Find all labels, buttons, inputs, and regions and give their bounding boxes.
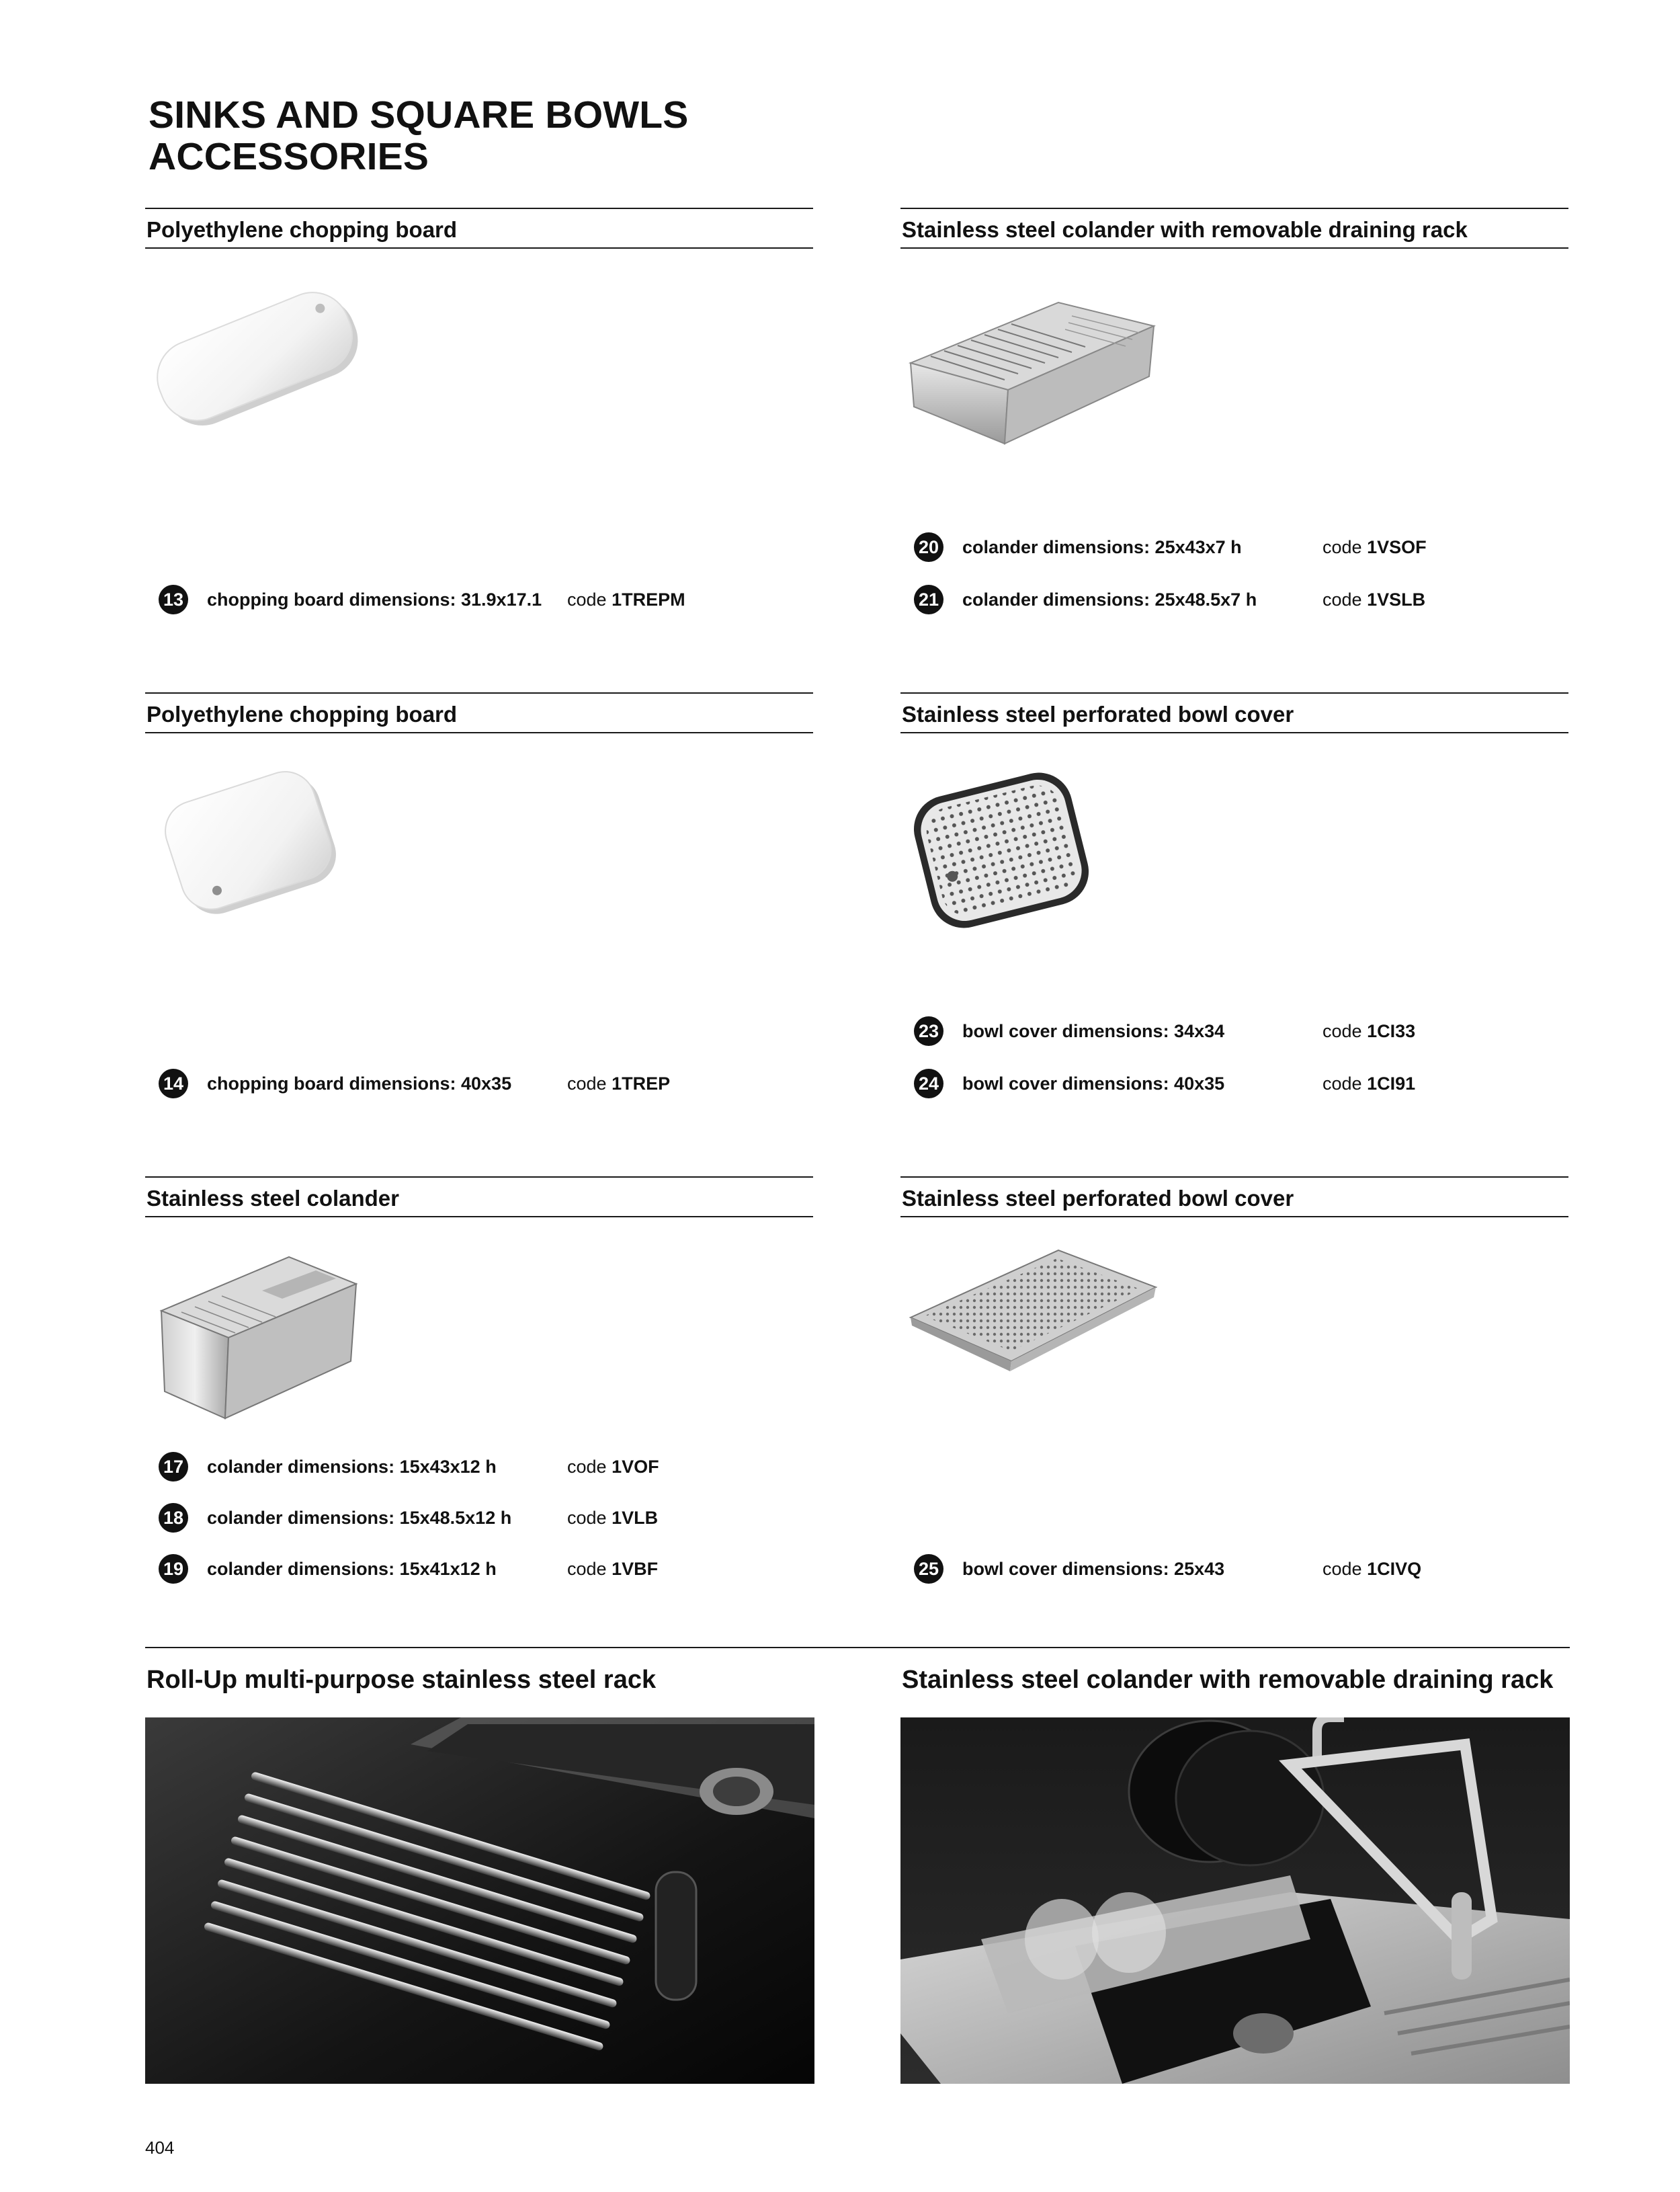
code-label: code <box>1322 1073 1368 1094</box>
code-value: 1VBF <box>612 1559 659 1579</box>
item-code <box>567 1554 658 1584</box>
chopping-board-image <box>145 282 367 437</box>
code-label: code <box>1322 590 1368 610</box>
item-dimensions: colander dimensions: 25x48.5x7 h <box>962 590 1257 610</box>
code-value: 1TREP <box>612 1073 671 1094</box>
section-title: Stainless steel perforated bowl cover <box>900 1176 1568 1217</box>
item-code <box>1322 585 1425 614</box>
code-label: code <box>567 1508 612 1528</box>
page-title-line-1: SINKS AND SQUARE BOWLS <box>149 93 689 136</box>
item-number-badge: 13 <box>159 585 188 614</box>
section-colander-draining-rack <box>900 208 1568 249</box>
divider <box>145 1647 1570 1648</box>
spec-row <box>914 585 1519 614</box>
item-number-badge: 24 <box>914 1069 943 1098</box>
feature-title-roll-up-rack: Roll-Up multi-purpose stainless steel rack <box>146 1666 657 1694</box>
item-dimensions: colander dimensions: 15x41x12 h <box>207 1559 497 1579</box>
page-title-line-2: ACCESSORIES <box>149 135 429 178</box>
spec-row <box>914 1554 1519 1584</box>
code-value: 1VSOF <box>1367 537 1427 557</box>
item-dimensions: bowl cover dimensions: 25x43 <box>962 1559 1225 1579</box>
code-value: 1VOF <box>612 1457 659 1477</box>
item-dimensions: chopping board dimensions: 40x35 <box>207 1073 512 1094</box>
item-code <box>1322 532 1427 562</box>
item-dimensions: colander dimensions: 25x43x7 h <box>962 537 1242 557</box>
item-code <box>567 1069 670 1098</box>
colander-in-sink-photo <box>900 1717 1570 2084</box>
spec-row <box>159 1452 763 1481</box>
steel-colander-image <box>155 1237 363 1432</box>
code-value: 1TREPM <box>612 590 685 610</box>
perforated-tray-image <box>904 1237 1159 1385</box>
item-number-badge: 20 <box>914 532 943 562</box>
item-dimensions: colander dimensions: 15x43x12 h <box>207 1457 497 1477</box>
item-dimensions: chopping board dimensions: 31.9x17.1 <box>207 590 542 610</box>
item-number-badge: 25 <box>914 1554 943 1584</box>
item-code <box>567 1452 659 1481</box>
section-perforated-bowl-cover-rect <box>900 1176 1568 1217</box>
code-label: code <box>567 1559 612 1579</box>
spec-row <box>159 1069 763 1098</box>
item-code <box>567 1503 658 1533</box>
item-dimensions: colander dimensions: 15x48.5x12 h <box>207 1508 512 1528</box>
page-number: 404 <box>145 2138 175 2158</box>
item-number-badge: 21 <box>914 585 943 614</box>
code-value: 1CI33 <box>1367 1021 1416 1041</box>
perforated-cover-image <box>900 763 1102 938</box>
section-title: Polyethylene chopping board <box>145 208 813 249</box>
item-number-badge: 19 <box>159 1554 188 1584</box>
item-code <box>567 585 685 614</box>
item-number-badge: 17 <box>159 1452 188 1481</box>
code-value: 1VSLB <box>1367 590 1426 610</box>
spec-row <box>159 1503 763 1533</box>
item-code <box>1322 1069 1415 1098</box>
code-label: code <box>1322 1021 1368 1041</box>
section-chopping-board-square <box>145 692 813 733</box>
code-label: code <box>567 590 612 610</box>
section-title: Polyethylene chopping board <box>145 692 813 733</box>
square-chopping-board-image <box>145 766 360 921</box>
colander-rack-image <box>904 289 1159 450</box>
item-dimensions: bowl cover dimensions: 40x35 <box>962 1073 1225 1094</box>
code-value: 1CI91 <box>1367 1073 1416 1094</box>
section-steel-colander <box>145 1176 813 1217</box>
code-value: 1VLB <box>612 1508 659 1528</box>
item-code <box>1322 1016 1415 1046</box>
section-chopping-board-rect <box>145 208 813 249</box>
item-number-badge: 23 <box>914 1016 943 1046</box>
section-title: Stainless steel colander with removable draining rack <box>900 208 1568 249</box>
item-dimensions: bowl cover dimensions: 34x34 <box>962 1021 1225 1041</box>
item-number-badge: 18 <box>159 1503 188 1533</box>
spec-row <box>914 532 1519 562</box>
section-perforated-bowl-cover-square <box>900 692 1568 733</box>
page-title <box>149 94 689 177</box>
spec-row <box>159 1554 763 1584</box>
feature-title-colander-rack: Stainless steel colander with removable draining rack <box>902 1666 1554 1694</box>
code-label: code <box>567 1457 612 1477</box>
section-title: Stainless steel colander <box>145 1176 813 1217</box>
code-label: code <box>1322 1559 1368 1579</box>
spec-row <box>914 1016 1519 1046</box>
item-code <box>1322 1554 1421 1584</box>
spec-row <box>159 585 763 614</box>
code-label: code <box>567 1073 612 1094</box>
code-value: 1CIVQ <box>1367 1559 1422 1579</box>
item-number-badge: 14 <box>159 1069 188 1098</box>
roll-up-rack-photo <box>145 1717 814 2084</box>
spec-row <box>914 1069 1519 1098</box>
code-label: code <box>1322 537 1368 557</box>
section-title: Stainless steel perforated bowl cover <box>900 692 1568 733</box>
